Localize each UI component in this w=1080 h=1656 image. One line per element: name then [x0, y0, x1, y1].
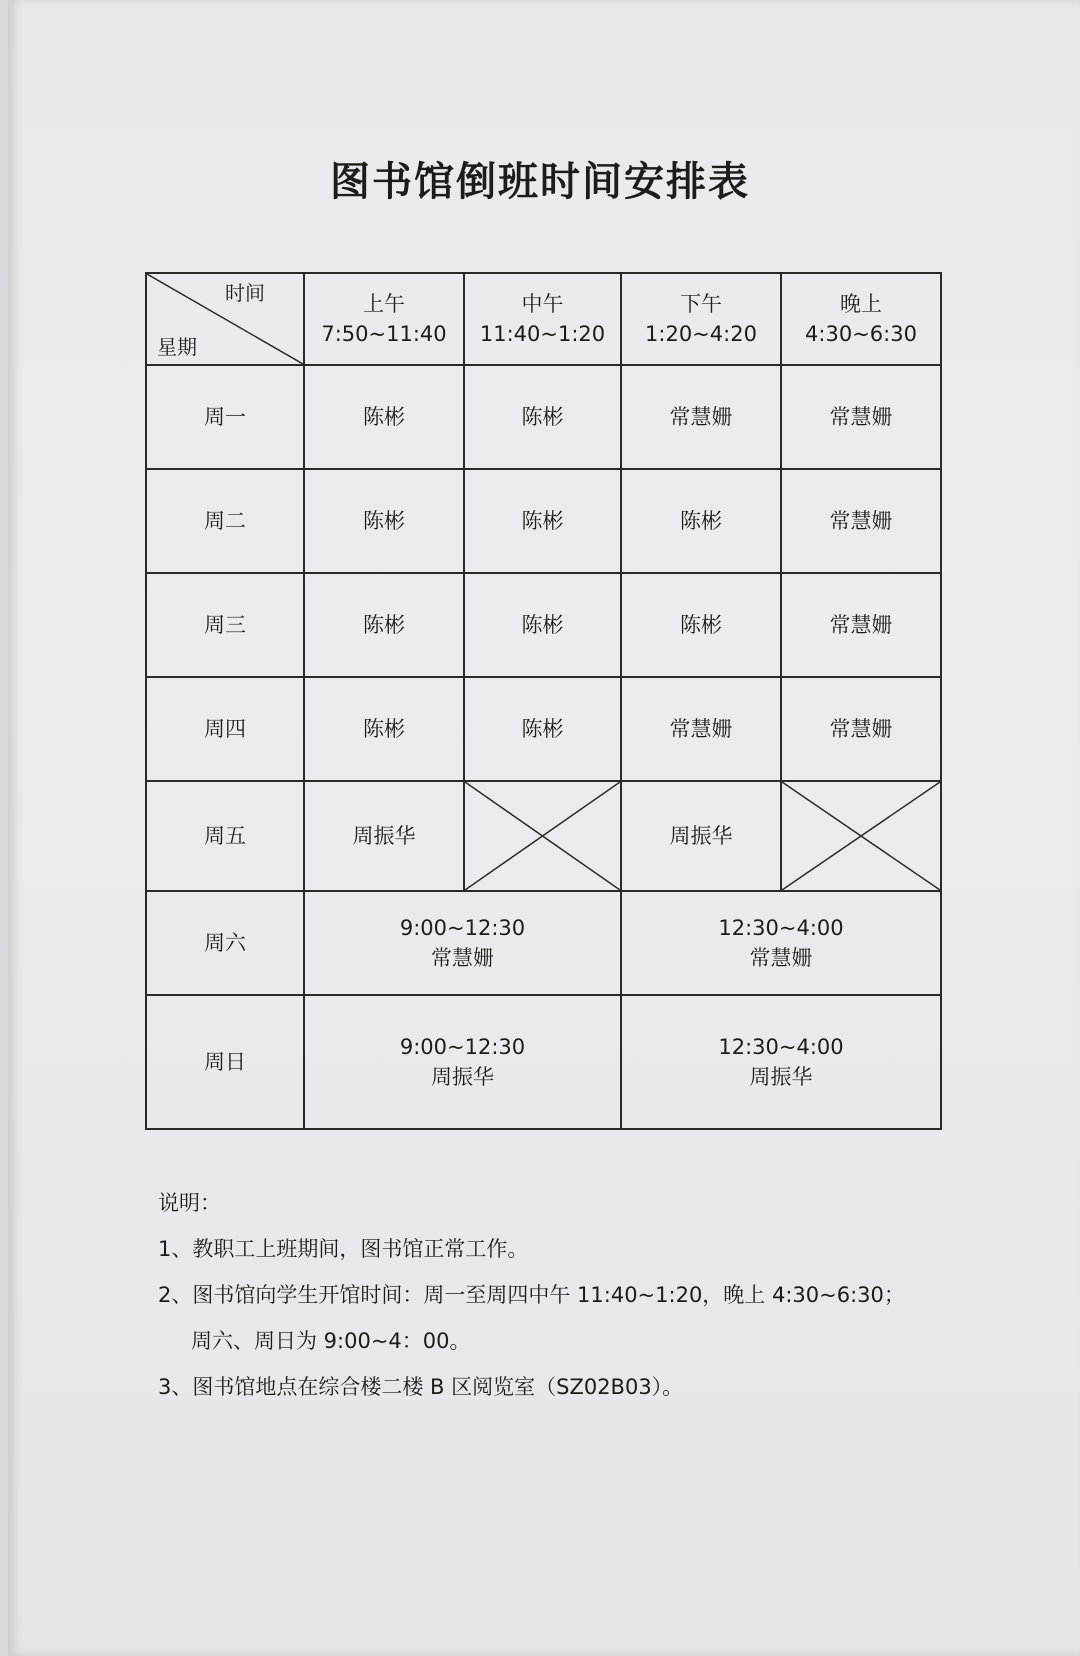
row-friday: [146, 781, 941, 891]
day-label: 周六: [146, 891, 304, 995]
shift-cell: 陈彬: [621, 573, 781, 677]
shift-cell: 常慧姗: [781, 365, 941, 469]
shift-cell: 陈彬: [304, 573, 464, 677]
crossed-out-cell: [781, 781, 941, 891]
column-name: 上午: [363, 292, 405, 316]
note-item-continued: 周六、周日为 9:00~4：00。: [191, 1329, 471, 1353]
column-header-afternoon: [621, 273, 781, 365]
note-item: 3、图书馆地点在综合楼二楼 B 区阅览室（SZ02B03）。: [158, 1375, 684, 1399]
shift-cell: 陈彬: [304, 469, 464, 573]
shift-time: 9:00~12:30: [399, 916, 526, 940]
notes-heading: 说明：: [158, 1191, 221, 1215]
day-label: 周三: [146, 573, 304, 677]
note-item: 2、图书馆向学生开馆时间：周一至周四中午 11:40~1:20，晚上 4:30~6:30；: [158, 1283, 905, 1307]
crossed-out-cell: [464, 781, 621, 891]
shift-cell: 周振华: [304, 781, 464, 891]
corner-day-label: 星期: [157, 335, 197, 359]
schedule-table: [145, 272, 942, 1130]
cross-mark: [465, 782, 620, 890]
column-time: 7:50~11:40: [321, 322, 447, 346]
column-name: 晚上: [840, 292, 882, 316]
column-time: 11:40~1:20: [479, 322, 606, 346]
day-label: 周一: [146, 365, 304, 469]
page-title: 图书馆倒班时间安排表: [330, 159, 750, 205]
shift-cell: 陈彬: [304, 365, 464, 469]
shift-cell: 周振华: [621, 781, 781, 891]
notes-section: [158, 1180, 938, 1410]
shift-cell: 陈彬: [464, 469, 621, 573]
column-header-noon: [464, 273, 621, 365]
weekend-shift-cell: [621, 995, 941, 1129]
day-label: 周四: [146, 677, 304, 781]
shift-cell: 常慧姗: [621, 677, 781, 781]
shift-time: 9:00~12:30: [399, 1035, 526, 1059]
shift-cell: 陈彬: [304, 677, 464, 781]
row-sunday: [146, 995, 941, 1129]
column-time: 1:20~4:20: [645, 322, 757, 346]
weekend-shift-cell: [304, 995, 621, 1129]
cross-mark: [782, 782, 940, 890]
day-label: 周五: [146, 781, 304, 891]
shift-cell: 常慧姗: [781, 573, 941, 677]
shift-time: 12:30~4:00: [718, 916, 844, 940]
shift-name: 常慧姗: [749, 946, 813, 970]
corner-cell: [146, 273, 304, 365]
shift-name: 周振华: [749, 1065, 813, 1089]
column-time: 4:30~6:30: [805, 322, 917, 346]
shift-cell: 陈彬: [464, 677, 621, 781]
shift-cell: 陈彬: [464, 365, 621, 469]
shift-cell: 常慧姗: [621, 365, 781, 469]
shift-time: 12:30~4:00: [718, 1035, 844, 1059]
corner-time-label: 时间: [225, 281, 265, 305]
day-label: 周二: [146, 469, 304, 573]
header-row: [146, 273, 941, 365]
column-header-morning: [304, 273, 464, 365]
column-header-evening: [781, 273, 941, 365]
shift-cell: 常慧姗: [781, 469, 941, 573]
shift-cell: 常慧姗: [781, 677, 941, 781]
weekend-shift-cell: [304, 891, 621, 995]
row-saturday: [146, 891, 941, 995]
row-thursday: [146, 677, 941, 781]
shift-cell: 陈彬: [621, 469, 781, 573]
shift-name: 常慧姗: [431, 946, 494, 970]
weekend-shift-cell: [621, 891, 941, 995]
shift-cell: 陈彬: [464, 573, 621, 677]
shift-name: 周振华: [431, 1065, 494, 1089]
row-monday: [146, 365, 941, 469]
row-wednesday: [146, 573, 941, 677]
day-label: 周日: [146, 995, 304, 1129]
column-name: 下午: [680, 292, 722, 316]
row-tuesday: [146, 469, 941, 573]
note-item: 1、教职工上班期间，图书馆正常工作。: [158, 1237, 529, 1261]
column-name: 中午: [521, 292, 564, 316]
